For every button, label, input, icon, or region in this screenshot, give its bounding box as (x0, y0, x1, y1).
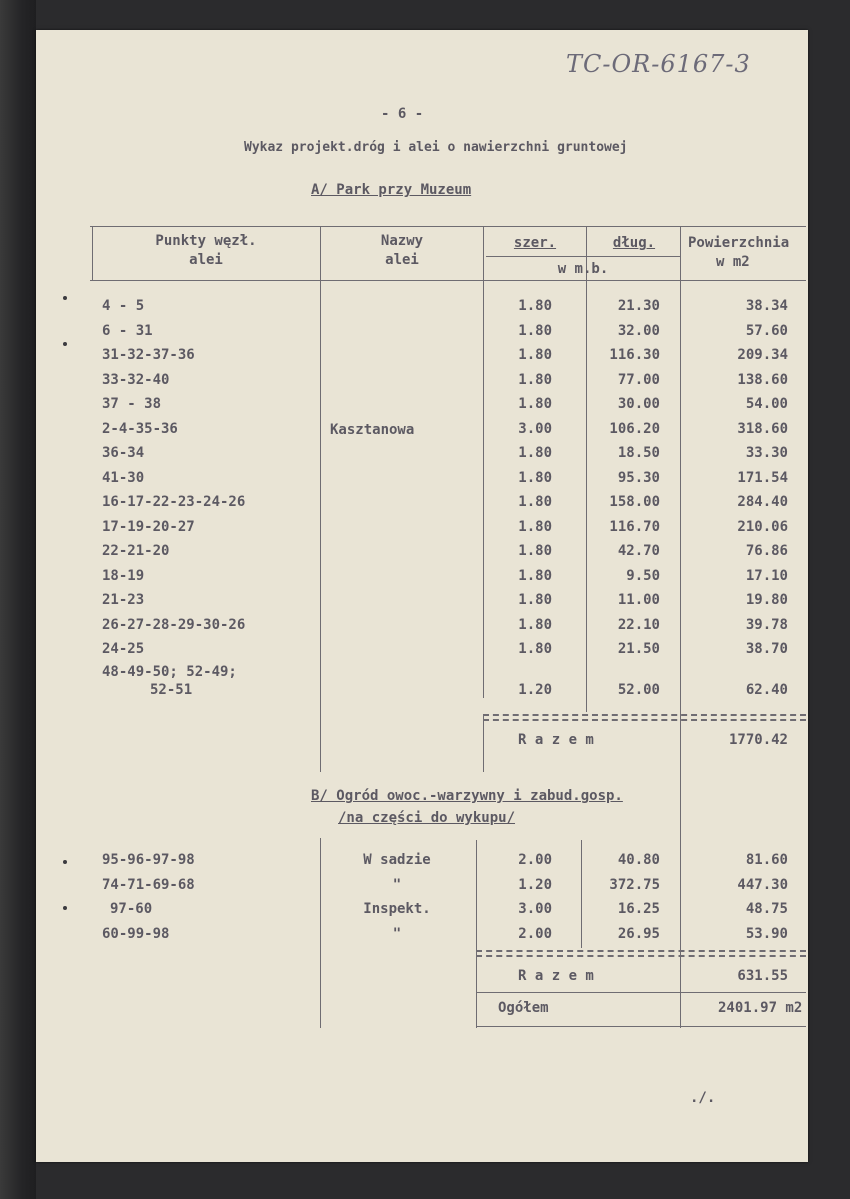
header-nazwy-line1: Nazwy (380, 233, 424, 249)
row-a-width: 1.80 (518, 616, 552, 633)
row-a-area: 284.40 (737, 494, 788, 510)
row-b-width: 2.00 (518, 852, 552, 868)
row-a-area: 54.00 (745, 396, 788, 412)
header-unit: w m.b. (557, 261, 609, 277)
row-a-points: 36-34 (102, 445, 145, 461)
row-a-width: 1.80 (518, 298, 552, 314)
row-a-area: 57.60 (745, 322, 788, 339)
row-a-points: 22-21-20 (102, 543, 170, 559)
row-b-name: W sadzie (363, 852, 431, 868)
row-a-area: 76.86 (745, 543, 788, 559)
row-b-length: 16.25 (617, 901, 660, 917)
row-b-points: 74-71-69-68 (102, 876, 195, 893)
column-divider-4 (680, 226, 681, 782)
row-a-points: 31-32-37-36 (102, 347, 195, 363)
row-a-area: 39.78 (745, 616, 788, 633)
header-punkty-line1: Punkty węzł. (155, 233, 257, 249)
razem-b-label: R a z e m (518, 968, 594, 984)
punch-hole (63, 906, 67, 910)
row-b-area: 53.90 (745, 925, 788, 942)
row-a-points: 41-30 (102, 469, 145, 486)
section-b-heading-line2: /na części do wykupu/ (338, 810, 516, 826)
razem-a-line-1 (483, 714, 806, 716)
row-a-area: 210.06 (737, 518, 788, 535)
row-a-points: 24-25 (102, 641, 145, 657)
row-b-area: 48.75 (745, 901, 788, 917)
document-page (36, 30, 808, 1162)
row-b-width: 2.00 (518, 925, 552, 942)
row-a-last-points-line2: 52-51 (150, 682, 193, 698)
row-a-length: 21.30 (617, 298, 660, 314)
razem-b-line-2 (476, 955, 806, 957)
header-pow-line2: w m2 (716, 254, 750, 270)
row-a-width: 1.80 (518, 592, 552, 608)
row-a-width: 1.80 (518, 347, 552, 363)
row-a-length: 18.50 (617, 445, 660, 461)
row-b-width: 3.00 (518, 901, 552, 917)
razem-b-line-1 (476, 950, 806, 952)
punch-hole (63, 296, 67, 300)
row-a-points: 4 - 5 (102, 298, 145, 314)
header-pow-line1: Powierzchnia (688, 235, 790, 251)
row-a-points: 16-17-22-23-24-26 (102, 494, 246, 510)
row-a-area: 138.60 (737, 371, 788, 388)
razem-a-left-border (483, 714, 484, 772)
header-punkty-line2: alei (189, 252, 223, 268)
row-b-area: 447.30 (737, 876, 788, 893)
b-column-divider-2 (476, 840, 477, 1028)
row-a-length: 77.00 (617, 371, 660, 388)
row-a-points: 26-27-28-29-30-26 (102, 616, 246, 633)
row-b-length: 40.80 (617, 852, 660, 868)
row-a-length: 116.70 (609, 518, 660, 535)
table-top-border (90, 226, 806, 227)
row-b-name: " (392, 925, 402, 942)
punch-hole (63, 342, 67, 346)
row-a-width: 1.80 (518, 322, 552, 339)
row-a-points: 33-32-40 (102, 371, 170, 388)
row-b-name: Inspekt. (363, 901, 431, 917)
row-a-length: 22.10 (617, 616, 660, 633)
row-a-last-width: 1.20 (518, 682, 552, 698)
reference-number: TC-OR-6167-3 (566, 50, 751, 78)
column-divider-3 (586, 226, 587, 712)
punch-hole (63, 860, 67, 864)
row-a-area: 209.34 (737, 347, 788, 363)
document-title: Wykaz projekt.dróg i alei o nawierzchni gruntowej (244, 140, 628, 155)
page-number: - 6 - (381, 106, 424, 122)
row-a-area: 171.54 (737, 469, 788, 486)
row-b-area: 81.60 (745, 852, 788, 868)
row-a-last-points-line1: 48-49-50; 52-49; (102, 664, 237, 680)
header-dlug: dług. (612, 235, 656, 251)
ogolem-top-line (476, 992, 806, 993)
row-a-points: 37 - 38 (102, 396, 162, 412)
header-szer: szer. (513, 235, 557, 251)
row-a-area: 38.34 (745, 298, 788, 314)
row-a-points: 2-4-35-36 (102, 420, 178, 437)
row-a-length: 106.20 (609, 420, 660, 437)
row-a-length: 32.00 (617, 322, 660, 339)
row-b-length: 372.75 (609, 876, 660, 893)
table-left-border (92, 226, 93, 280)
row-a-points: 6 - 31 (102, 322, 153, 339)
razem-b-value: 631.55 (737, 968, 788, 984)
b-column-divider-3 (581, 840, 582, 948)
row-a-points: 18-19 (102, 567, 145, 584)
row-b-points: 95-96-97-98 (102, 852, 195, 868)
header-nazwy-line2: alei (385, 252, 419, 268)
row-a-length: 158.00 (609, 494, 660, 510)
row-a-points: 21-23 (102, 592, 145, 608)
row-a-length: 30.00 (617, 396, 660, 412)
row-a-width: 1.80 (518, 396, 552, 412)
row-a-width: 3.00 (518, 420, 552, 437)
row-a-area: 19.80 (745, 592, 788, 608)
section-b-heading-line1: B/ Ogród owoc.-warzywny i zabud.gosp. (311, 788, 623, 804)
continuation-mark: ./. (690, 1090, 716, 1106)
header-bottom-border (90, 280, 806, 281)
row-a-length: 42.70 (617, 543, 660, 559)
row-a-width: 1.80 (518, 445, 552, 461)
road-name-kasztanowa: Kasztanowa (330, 422, 415, 438)
row-a-width: 1.80 (518, 469, 552, 486)
row-a-width: 1.80 (518, 494, 552, 510)
razem-a-label: R a z e m (518, 732, 594, 748)
row-a-length: 9.50 (626, 567, 660, 584)
row-b-points: 97-60 (110, 901, 153, 917)
row-a-width: 1.80 (518, 543, 552, 559)
row-a-length: 21.50 (617, 641, 660, 657)
row-a-width: 1.80 (518, 641, 552, 657)
row-a-last-length: 52.00 (617, 682, 660, 698)
row-a-width: 1.80 (518, 371, 552, 388)
row-b-points: 60-99-98 (102, 925, 170, 942)
column-divider-2 (483, 226, 484, 698)
section-a-heading: A/ Park przy Muzeum (311, 182, 472, 198)
row-a-area: 17.10 (745, 567, 788, 584)
row-b-name: " (392, 876, 402, 893)
razem-a-line-2 (483, 719, 806, 721)
row-a-area: 38.70 (745, 641, 788, 657)
row-a-width: 1.80 (518, 518, 552, 535)
ogolem-value: 2401.97 m2 (718, 1000, 803, 1016)
row-a-length: 95.30 (617, 469, 660, 486)
ogolem-label: Ogółem (498, 1000, 549, 1016)
binder-spine (0, 0, 36, 1199)
column-divider-1 (320, 226, 321, 772)
row-a-area: 318.60 (737, 420, 788, 437)
row-a-length: 11.00 (617, 592, 660, 608)
row-b-width: 1.20 (518, 876, 552, 893)
row-a-width: 1.80 (518, 567, 552, 584)
row-a-points: 17-19-20-27 (102, 518, 195, 535)
column-divider-1b (320, 838, 321, 1028)
razem-a-value: 1770.42 (728, 732, 788, 748)
row-a-area: 33.30 (745, 445, 788, 461)
row-b-length: 26.95 (617, 925, 660, 942)
row-a-length: 116.30 (609, 347, 660, 363)
row-a-last-area: 62.40 (745, 682, 788, 698)
subheader-line (486, 256, 681, 257)
ogolem-bottom-line (476, 1026, 806, 1027)
